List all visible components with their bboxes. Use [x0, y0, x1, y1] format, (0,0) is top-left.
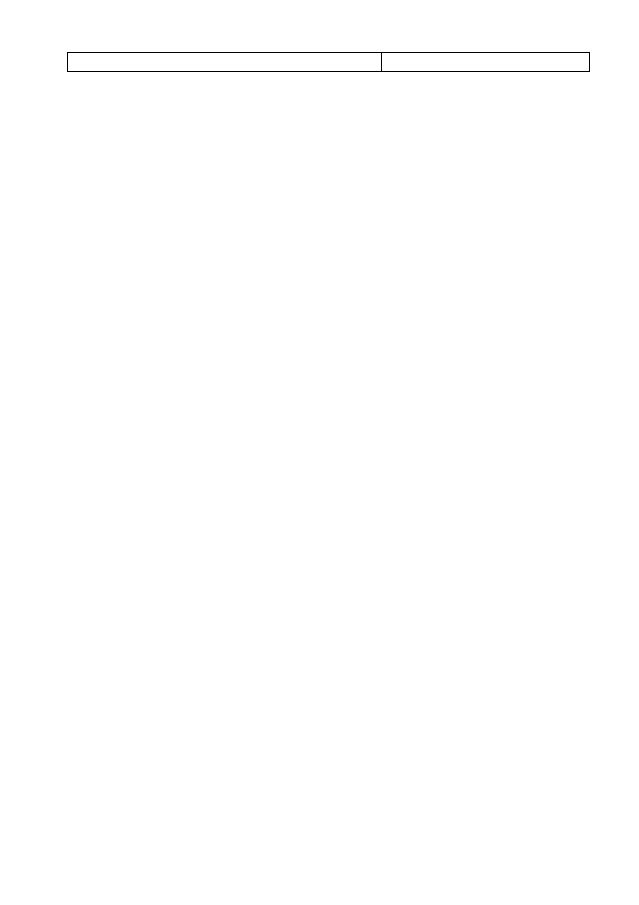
- header-col-1: [68, 53, 382, 71]
- table-header: [67, 52, 590, 72]
- header-col-2: [382, 53, 589, 71]
